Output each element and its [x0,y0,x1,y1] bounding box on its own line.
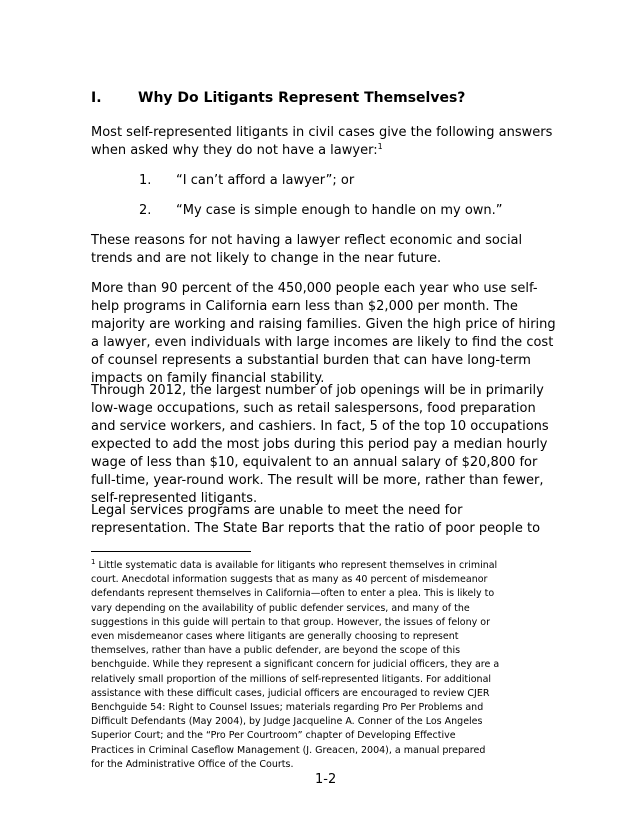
text-line: a lawyer, even individuals with large incomes are likely to find the cost [91,335,554,350]
text-line: self-represented litigants. [91,491,258,506]
text-line: representation. The State Bar reports that the ratio of poor people to [91,521,541,536]
footnote-marker: 1 [91,558,96,566]
reason-number: 2. [139,203,152,218]
text-line: majority are working and raising families. Given the high price of hiring [91,317,556,332]
intro-paragraph [91,124,551,160]
paragraph-reasons [91,232,551,268]
text-line: themselves, rather than have a public defender, are beyond the scope of this [91,645,461,657]
text-line: trends and are not likely to change in the near future. [91,251,442,266]
text-line: of counsel represents a substantial burden that can have long-term [91,353,531,368]
text-line: Benchguide 54: Right to Counsel Issues; materials regarding Pro Per Problems and [91,702,484,714]
footnote-ref: 1 [377,142,383,151]
paragraph-jobs [91,382,551,508]
text-line: relatively small proportion of the millions of self-represented litigants. For additional [91,673,492,685]
text-line: court. Anecdotal information suggests that as many as 40 percent of misdemeanor [91,574,488,586]
text-line: low-wage occupations, such as retail salespersons, food preparation [91,401,536,416]
page-number: 1-2 [315,772,337,787]
text-line: help programs in California earn less than $2,000 per month. The [91,299,518,314]
text-line: even misdemeanor cases where litigants are generally choosing to represent [91,631,459,643]
paragraph-legal-services [91,502,551,538]
reason-text: “I can’t afford a lawyer”; or [176,173,355,188]
section-heading [91,90,465,106]
text-line: for the Administrative Office of the Courts. [91,758,294,770]
text-line: impacts on family financial stability. [91,371,325,386]
text-line: defendants represent themselves in California—often to enter a plea. This is likely to [91,588,495,600]
reason-number: 1. [139,173,152,188]
text-line: Practices in Criminal Caseflow Management (J. Greacen, 2004), a manual prepared [91,744,486,756]
text-line: and service workers, and cashiers. In fact, 5 of the top 10 occupations [91,419,549,434]
footnote [91,559,551,772]
paragraph-income [91,280,556,388]
text-line: Superior Court; and the “Pro Per Courtroom” chapter of Developing Effective [91,730,456,742]
text-line: These reasons for not having a lawyer reflect economic and social [91,233,523,248]
text-line: when asked why they do not have a lawyer:$^1$ [91,142,383,158]
text-line: benchguide. While they represent a significant concern for judicial officers, they are a [91,659,500,671]
reason-text: “My case is simple enough to handle on my own.” [176,203,503,218]
reason-item-2 [139,202,503,220]
text-line: $^1$ Little systematic data is available for litigants who represent themselves in criminal [91,558,498,571]
text-line: Most self-represented litigants in civil cases give the following answers [91,125,553,140]
text-line: vary depending on the availability of public defender services, and many of the [91,602,470,614]
text-line: Difficult Defendants (May 2004), by Judge Jacqueline A. Conner of the Los Angeles [91,716,483,728]
section-title: Why Do Litigants Represent Themselves? [138,90,466,106]
section-number: I. [91,90,102,106]
text-line: suggestions in this guide will pertain to that group. However, the issues of felony or [91,616,490,628]
reason-item-1 [139,172,354,190]
text-line: wage of less than $10, equivalent to an annual salary of $20,800 for [91,455,538,470]
text-line: expected to add the most jobs during this period pay a median hourly [91,437,548,452]
footnote-separator [91,551,251,552]
text-line: More than 90 percent of the 450,000 people each year who use self- [91,281,538,296]
text-line: assistance with these difficult cases, judicial officers are encouraged to review CJER [91,687,490,699]
text-line: Through 2012, the largest number of job openings will be in primarily [91,383,544,398]
text-line: Legal services programs are unable to meet the need for [91,503,463,518]
text-line: full-time, year-round work. The result will be more, rather than fewer, [91,473,544,488]
